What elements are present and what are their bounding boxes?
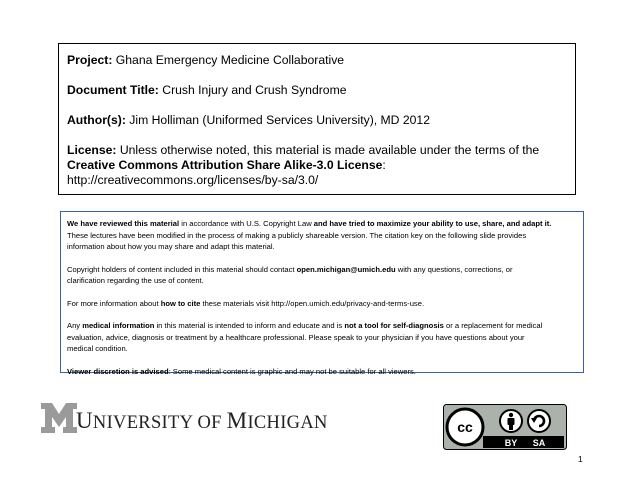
review-paragraph: We have reviewed this material in accordance with U.S. Copyright Law and have tried to maximize your ability to use, share, and adapt it. These lectures have been modified in the process of making a publicly shareable version. The citation key on the following slide provides information about how you may share and adapt this material.: [67, 219, 552, 251]
document-info-box: [58, 43, 576, 195]
svg-text:BY: BY: [504, 438, 518, 448]
license-url[interactable]: http://creativecommons.org/licenses/by-sa/3.0/: [67, 173, 319, 187]
svg-text:cc: cc: [457, 419, 473, 435]
attribution-person-icon: [500, 410, 522, 432]
medical-disclaimer-paragraph: Any medical information in this material is intended to inform and educate and is not a tool for self-diagnosis or a replacement for medical evaluation, advice, diagnosis or treatment by a healthcare professional. Please speak to your physician if you have questions about your medical condition.: [67, 321, 543, 353]
block-m-icon: [41, 403, 77, 433]
cc-by-sa-badge[interactable]: [443, 404, 567, 450]
university-name: UNIVERSITY OF MICHIGAN: [76, 408, 328, 433]
license-name-link[interactable]: Creative Commons Attribution Share Alike-3.0 License: [67, 158, 383, 172]
share-alike-icon: [528, 410, 550, 432]
copyright-paragraph: Copyright holders of content included in this material should contact open.michigan@umich.edu with any questions, corrections, or clarification regarding the use of content.: [67, 264, 513, 285]
contact-email-link[interactable]: open.michigan@umich.edu: [296, 264, 396, 274]
svg-text:SA: SA: [532, 438, 546, 448]
license-line: License: Unless otherwise noted, this material is made available under the terms of the: [67, 143, 540, 157]
document-title-line: Document Title: Crush Injury and Crush Syndrome: [67, 83, 347, 97]
authors-line: Author(s): Jim Holliman (Uniformed Services University), MD 2012: [67, 113, 430, 127]
disclaimer-box: [60, 211, 584, 376]
viewer-discretion-paragraph: Viewer discretion is advised: Some medical content is graphic and may not be suitable for all viewers.: [67, 366, 416, 376]
page-number: 1: [578, 454, 583, 464]
citation-paragraph: For more information about how to cite these materials visit http://open.umich.edu/privacy-and-terms-use.: [67, 298, 425, 308]
university-of-michigan-logo: [41, 401, 328, 435]
license-name-line: Creative Commons Attribution Share Alike-3.0 License:: [67, 158, 386, 172]
project-line: Project: Ghana Emergency Medicine Collaborative: [67, 53, 345, 67]
